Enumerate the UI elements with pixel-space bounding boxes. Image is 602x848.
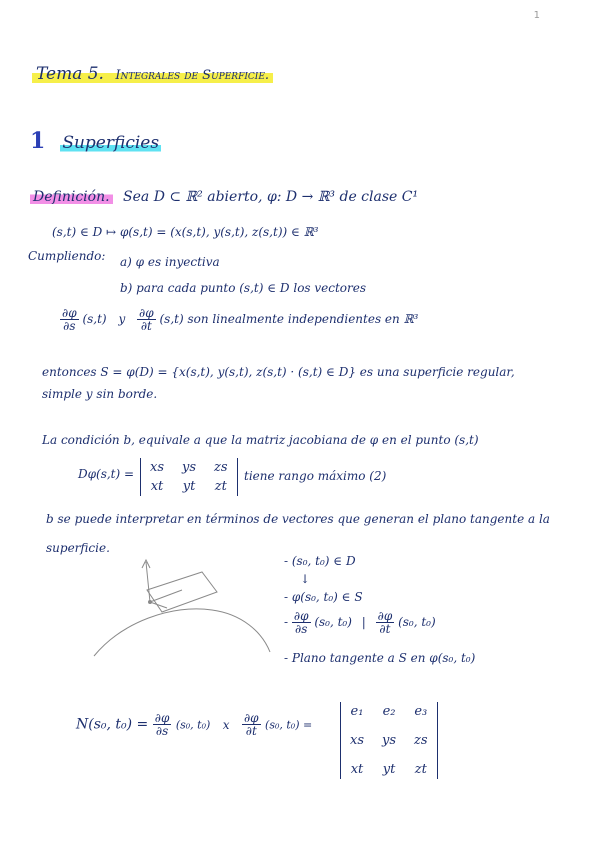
jacobian-cell: zs <box>214 460 228 475</box>
det-row-2 <box>341 721 438 750</box>
jacobian-row-2 <box>141 477 238 496</box>
det-cell: zt <box>414 762 427 777</box>
topic-header-highlight <box>32 64 273 84</box>
jacobian-cell: zt <box>214 479 227 494</box>
normal-partial-s-den: ∂s <box>155 724 169 738</box>
normal-determinant <box>340 702 438 779</box>
det-cell: zs <box>414 733 428 748</box>
det-row-3 <box>341 750 438 779</box>
normal-formula <box>76 712 312 737</box>
jacobian-cell: ys <box>182 460 197 475</box>
jacobian-lhs: Dφ(s,t) = <box>78 467 135 481</box>
normal-partial-s <box>153 712 172 737</box>
note-partial-s-num: ∂φ <box>293 609 309 623</box>
entonces-line-1: entonces S = φ(D) = {x(s,t), y(s,t), z(s,t) · (s,t) ∈ D} es una superficie regular, <box>42 365 515 379</box>
y-connector: y <box>118 312 126 326</box>
partial-s-den: ∂s <box>63 319 76 333</box>
interpretation-line-2: superficie. <box>46 541 110 555</box>
jacobian-cell: xt <box>150 479 164 494</box>
det-cell: yt <box>382 762 396 777</box>
section-title: Superficies <box>62 133 160 153</box>
condition-b: b) para cada punto (s,t) ∈ D los vectores <box>120 281 367 295</box>
normal-vector <box>146 562 150 602</box>
det-cell: e₁ <box>350 704 364 719</box>
partial-t-arg: (s,t) son linealmente independientes en ℝ³ <box>159 312 419 326</box>
condition-b-text: La condición b, equivale a que la matriz jacobiana de φ en el punto (s,t) <box>42 433 479 447</box>
section-number: 1 <box>30 128 46 154</box>
figure-note-3: - $\frac{\partial\varphi}{\partial s}$ (s₀, t₀) | $\frac{\partial\varphi}{\partial t}$ (s₀, t₀) <box>284 609 436 636</box>
note-partial-s-arg: (s₀, t₀) <box>314 615 352 629</box>
interpretation-line-1: b se puede interpretar en términos de vectores que generan el plano tangente a la <box>46 512 550 526</box>
page-number: 1 <box>533 10 540 21</box>
det-cell: ys <box>382 733 397 748</box>
partial-t-num: ∂φ <box>139 306 154 320</box>
definition-label: Definición. <box>30 189 113 205</box>
normal-partial-t-num: ∂φ <box>243 711 259 725</box>
normal-partial-s-num: ∂φ <box>154 711 170 725</box>
det-row-1 <box>341 702 438 721</box>
condition-a: a) φ es inyectiva <box>120 255 220 269</box>
normal-partial-t-den: ∂t <box>245 724 257 738</box>
partial-t-den: ∂t <box>140 319 152 333</box>
tema-title: Integrales de Superficie. <box>115 68 270 83</box>
jacobian-matrix <box>140 458 238 496</box>
rank-text: tiene rango máximo (2) <box>244 469 387 483</box>
note-partial-t-arg: (s₀, t₀) <box>398 615 436 629</box>
note-partial-t-den: ∂t <box>379 622 391 636</box>
normal-partial-t-arg: (s₀, t₀) = <box>265 718 313 732</box>
cumpliendo-label: Cumpliendo: <box>28 249 106 263</box>
normal-partial-s-arg: (s₀, t₀) <box>175 718 211 732</box>
figure-note-2: - φ(s₀, t₀) ∈ S <box>284 590 363 604</box>
jacobian-cell: yt <box>182 479 196 494</box>
tangent-plane-shape <box>147 572 217 612</box>
jacobian-row-1 <box>141 458 238 477</box>
normal-lhs: N(s₀, t₀) = <box>76 716 149 733</box>
note-partial-t-num: ∂φ <box>377 609 393 623</box>
definition-line-1 <box>30 190 418 204</box>
tangent-point <box>148 600 152 604</box>
cross-symbol: x <box>222 717 230 732</box>
figure-note-arrow: ↓ <box>300 572 311 586</box>
definition-text-1: Sea D ⊂ ℝ² abierto, φ: D → ℝ³ de clase C¹ <box>123 189 419 205</box>
det-cell: xt <box>350 762 364 777</box>
figure-note-1: - (s₀, t₀) ∈ D <box>284 554 356 568</box>
det-cell: xs <box>350 733 365 748</box>
entonces-line-2: simple y sin borde. <box>42 387 158 401</box>
topic-header <box>32 66 273 83</box>
tangent-plane-sketch <box>92 552 272 662</box>
det-cell: e₃ <box>414 704 428 719</box>
det-cell: e₂ <box>382 704 396 719</box>
note-partial-s-den: ∂s <box>295 622 308 636</box>
normal-partial-t <box>242 712 261 737</box>
note-partial-s <box>292 610 311 635</box>
note-partial-t <box>376 610 395 635</box>
partial-t-fraction <box>137 307 156 332</box>
tema-label: Tema 5. <box>36 64 104 84</box>
tangent-vector-t <box>150 590 182 602</box>
surface-curve <box>94 609 270 656</box>
partials-line <box>60 307 418 332</box>
partial-s-arg: (s,t) <box>82 312 107 326</box>
section-heading <box>30 130 161 153</box>
jacobian-cell: xs <box>150 460 165 475</box>
figure-note-5: - Plano tangente a S en φ(s₀, t₀) <box>284 651 476 665</box>
partial-s-num: ∂φ <box>62 306 77 320</box>
partial-s-fraction <box>60 307 79 332</box>
definition-mapping: (s,t) ∈ D ↦ φ(s,t) = (x(s,t), y(s,t), z(s,t)) ∈ ℝ³ <box>52 225 319 239</box>
